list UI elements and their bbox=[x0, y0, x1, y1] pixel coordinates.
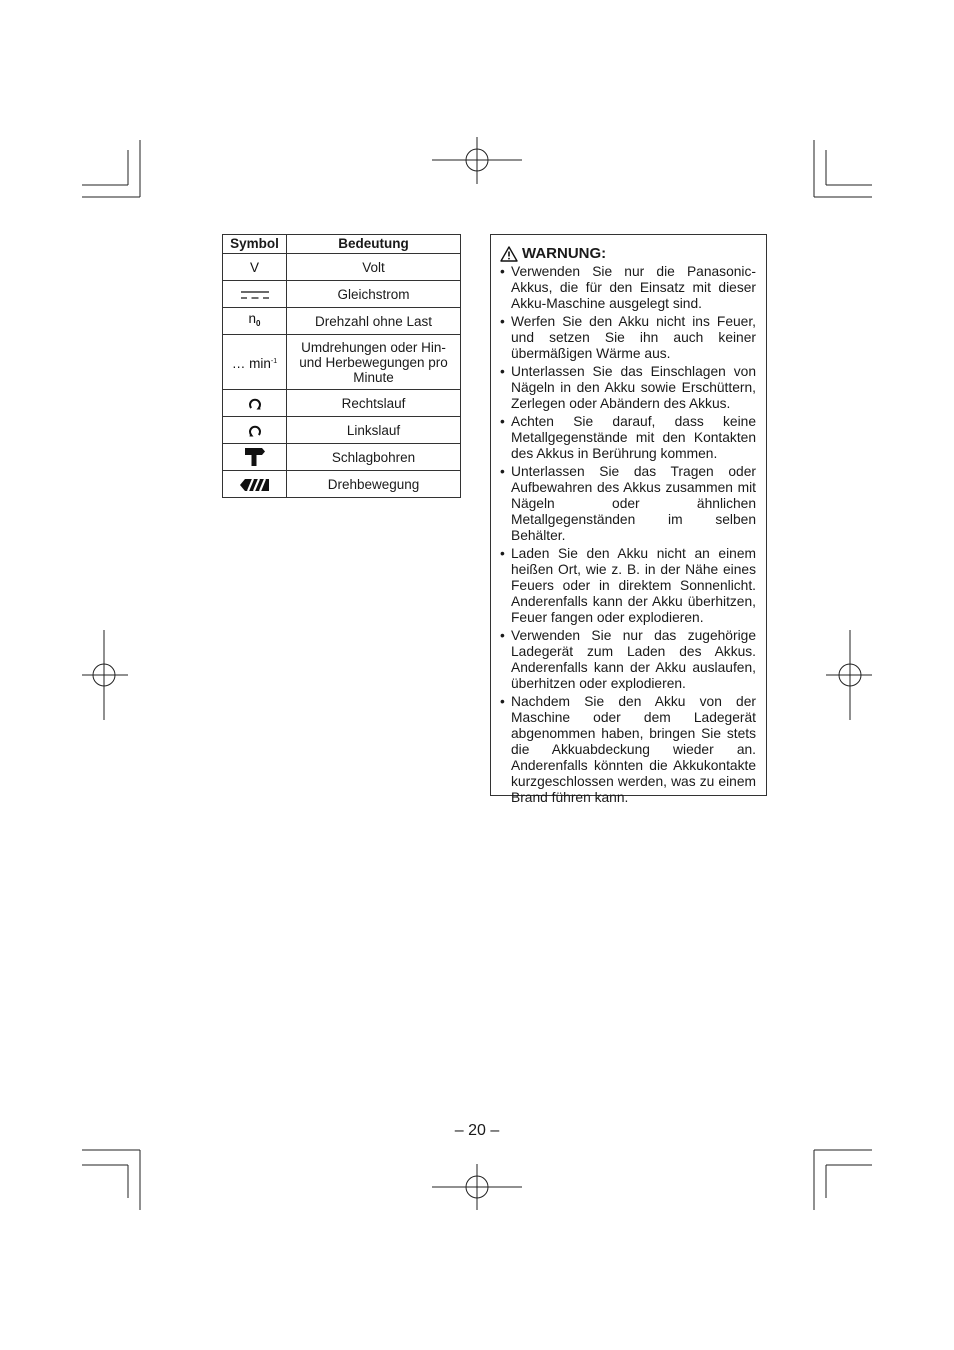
table-row bbox=[223, 281, 461, 308]
table-row bbox=[223, 335, 461, 390]
meaning-cell: Umdrehungen oder Hin- und Herbewegungen pro Minute bbox=[287, 335, 461, 390]
symbol-table bbox=[222, 234, 461, 498]
drill-rotation-icon bbox=[240, 478, 270, 492]
warning-triangle-icon bbox=[500, 246, 518, 262]
warning-title bbox=[500, 245, 756, 263]
warning-list bbox=[500, 264, 756, 806]
hammer-icon bbox=[244, 447, 266, 467]
list-item: • Werfen Sie den Akku nicht ins Feuer, und setzen Sie ihn auch keiner übermäßigen Wärme aus. bbox=[500, 314, 756, 361]
meaning-cell: Drehzahl ohne Last bbox=[287, 308, 461, 335]
direct-current-icon bbox=[240, 290, 270, 300]
header-meaning: Bedeutung bbox=[287, 235, 461, 254]
counterclockwise-rotation-icon bbox=[248, 424, 262, 438]
table-row bbox=[223, 444, 461, 471]
list-item: • Verwenden Sie nur die Panasonic-Akkus, die für den Einsatz mit dieser Akku-Maschine ausgelegt sind. bbox=[500, 264, 756, 311]
list-item: • Unterlassen Sie das Einschlagen von Nägeln in den Akku sowie Erschüttern, Zerlegen oder Abändern des Akkus. bbox=[500, 364, 756, 411]
table-header-row bbox=[223, 235, 461, 254]
meaning-cell: Linkslauf bbox=[287, 417, 461, 444]
meaning-cell: Drehbewegung bbox=[287, 471, 461, 498]
header-symbol: Symbol bbox=[223, 235, 287, 254]
list-item: • Verwenden Sie nur das zugehörige Ladegerät zum Laden des Akkus. Anderenfalls kann der Akku auslaufen, überhitzen oder explodieren. bbox=[500, 628, 756, 691]
meaning-cell: Schlagbohren bbox=[287, 444, 461, 471]
list-item: • Unterlassen Sie das Tragen oder Aufbewahren des Akkus zusammen mit Nägeln oder ähnlichen Metallgegenständen im selben Behälter. bbox=[500, 464, 756, 543]
table-row bbox=[223, 471, 461, 498]
meaning-cell: Rechtslauf bbox=[287, 390, 461, 417]
warning-title-text: WARNUNG: bbox=[522, 245, 607, 262]
list-item: • Achten Sie darauf, dass keine Metallgegenstände mit den Kontakten des Akkus in Berührung kommen. bbox=[500, 414, 756, 461]
clockwise-rotation-icon bbox=[248, 397, 262, 411]
symbol-volt: V bbox=[223, 254, 287, 281]
list-item: • Laden Sie den Akku nicht an einem heißen Ort, wie z. B. in der Nähe eines Feuers oder in direktem Sonnenlicht. Anderenfalls kann der Akku überhitzen, Feuer fangen oder explodieren. bbox=[500, 546, 756, 625]
warning-box bbox=[490, 234, 767, 805]
meaning-cell: Volt bbox=[287, 254, 461, 281]
table-row bbox=[223, 308, 461, 335]
symbol-no-load-speed: $n_0$ bbox=[223, 308, 287, 335]
page-number: – 20 – bbox=[454, 1122, 500, 1139]
meaning-cell: Gleichstrom bbox=[287, 281, 461, 308]
list-item: • Nachdem Sie den Akku von der Maschine oder dem Ladegerät abgenommen haben, bringen Sie stets die Akkuabdeckung wieder an. Anderenfalls könnten die Akkukontakte kurzgeschlossen werden, was zu einem Brand führen kann. bbox=[500, 694, 756, 805]
table-row bbox=[223, 417, 461, 444]
table-row bbox=[223, 390, 461, 417]
symbol-per-minute: … $\min^{-1}$ bbox=[223, 335, 287, 390]
table-row bbox=[223, 254, 461, 281]
